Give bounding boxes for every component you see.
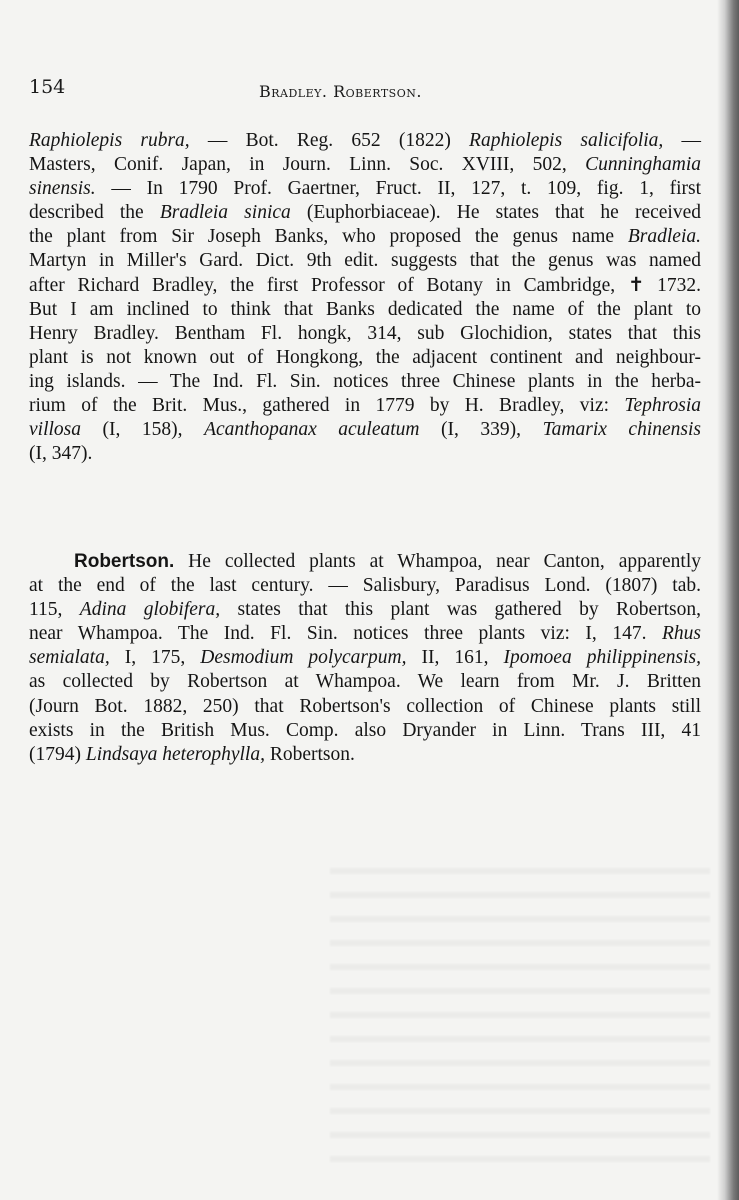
text-line xyxy=(29,646,701,670)
text-run: — Bot. Reg. 652 (1822) xyxy=(189,130,470,151)
text-run: described the xyxy=(29,202,160,224)
text-run: (Journ Bot. 1882, 250) that Robertson's collection of Chinese plants still xyxy=(29,695,701,717)
text-line xyxy=(29,201,701,225)
text-line xyxy=(29,153,701,177)
text-run: Robertson. xyxy=(264,743,355,765)
text-run: (1794) xyxy=(29,743,86,765)
text-run: — In 1790 Prof. Gaertner, Fruct. II, 127, t. 109, fig. 1, first xyxy=(95,178,701,200)
text-run: after Richard Bradley, the first Professor of Botany in Cambridge, ✝ 1732. xyxy=(29,274,701,296)
text-line xyxy=(29,743,701,767)
paragraph-robertson xyxy=(29,550,701,767)
italic-taxon-name: Raphiolepis rubra, xyxy=(29,130,190,151)
text-line xyxy=(29,298,701,322)
text-run: Henry Bradley. Bentham Fl. hongk, 314, sub Glochidion, states that this xyxy=(29,322,701,344)
text-run: I, 175, xyxy=(109,647,201,669)
show-through-text xyxy=(330,850,710,1180)
text-run: (I, 339), xyxy=(419,419,543,441)
italic-taxon-name: Rhus xyxy=(662,623,701,645)
italic-taxon-name: villosa xyxy=(29,419,81,441)
page-edge-shadow xyxy=(717,0,739,1200)
text-line xyxy=(29,719,701,743)
italic-taxon-name: semialata, xyxy=(29,647,110,669)
italic-taxon-name: Desmodium polycarpum, xyxy=(200,647,407,669)
paragraph-bradley xyxy=(29,129,701,466)
text-line xyxy=(29,249,701,273)
italic-taxon-name: Lindsaya heterophylla, xyxy=(85,743,265,765)
italic-taxon-name: sinensis. xyxy=(29,178,96,200)
running-head xyxy=(29,76,712,106)
running-title: Bradley. Robertson. xyxy=(259,82,422,101)
text-run: Martyn in Miller's Gard. Dict. 9th edit. suggests that the genus was named xyxy=(29,250,701,272)
text-run: (I, 347). xyxy=(29,443,93,465)
text-run: exists in the British Mus. Comp. also Dryander in Linn. Trans III, 41 xyxy=(29,719,701,741)
text-line xyxy=(29,598,701,622)
text-run: (I, 158), xyxy=(81,419,205,441)
italic-taxon-name: Bradleia sinica xyxy=(159,202,291,224)
page-number: 154 xyxy=(29,76,66,98)
italic-taxon-name: Tamarix chinensis xyxy=(542,419,702,441)
text-run: II, 161, xyxy=(406,647,504,669)
text-run: plant is not known out of Hongkong, the adjacent continent and neighbour- xyxy=(29,346,701,368)
text-run: as collected by Robertson at Whampoa. We learn from Mr. J. Britten xyxy=(29,671,701,693)
italic-taxon-name: Cunninghamia xyxy=(585,154,701,176)
italic-taxon-name: Acanthopanax aculeatum xyxy=(204,419,420,441)
text-run: — xyxy=(663,130,701,151)
text-line xyxy=(29,394,701,418)
entry-heading: Robertson. xyxy=(74,551,175,572)
italic-taxon-name: Ipomoea philippinensis, xyxy=(503,647,702,669)
text-run: rium of the Brit. Mus., gathered in 1779 by H. Bradley, viz: xyxy=(29,395,625,417)
text-line xyxy=(29,346,701,370)
text-line xyxy=(29,670,701,694)
text-line xyxy=(29,274,701,298)
text-line xyxy=(29,322,701,346)
text-line xyxy=(29,129,701,153)
text-line xyxy=(29,442,701,466)
italic-taxon-name: Raphiolepis salicifolia, xyxy=(469,130,664,151)
text-line xyxy=(29,370,701,394)
text-run: near Whampoa. The Ind. Fl. Sin. notices three plants viz: I, 147. xyxy=(29,623,662,645)
text-line xyxy=(29,225,701,249)
text-run: He collected plants at Whampoa, near Canton, apparently xyxy=(174,551,701,572)
text-run: (Euphorbiaceae). He states that he received xyxy=(290,202,701,224)
italic-taxon-name: Bradleia. xyxy=(627,226,701,248)
text-run: 115, xyxy=(29,599,80,621)
text-line xyxy=(29,177,701,201)
text-line xyxy=(29,550,701,574)
text-run: at the end of the last century. — Salisbury, Paradisus Lond. (1807) tab. xyxy=(29,575,701,597)
text-run: the plant from Sir Joseph Banks, who proposed the genus name xyxy=(29,226,628,248)
italic-taxon-name: Adina globifera, xyxy=(79,599,221,621)
text-line xyxy=(29,574,701,598)
text-line xyxy=(29,622,701,646)
text-run: ing islands. — The Ind. Fl. Sin. notices three Chinese plants in the herba- xyxy=(29,370,701,392)
text-line xyxy=(29,418,701,442)
text-run: Masters, Conif. Japan, in Journ. Linn. Soc. XVIII, 502, xyxy=(29,154,586,176)
text-run: states that this plant was gathered by Robertson, xyxy=(220,599,701,621)
text-run: But I am inclined to think that Banks dedicated the name of the plant to xyxy=(29,298,701,320)
italic-taxon-name: Tephrosia xyxy=(624,395,701,417)
text-line xyxy=(29,695,701,719)
